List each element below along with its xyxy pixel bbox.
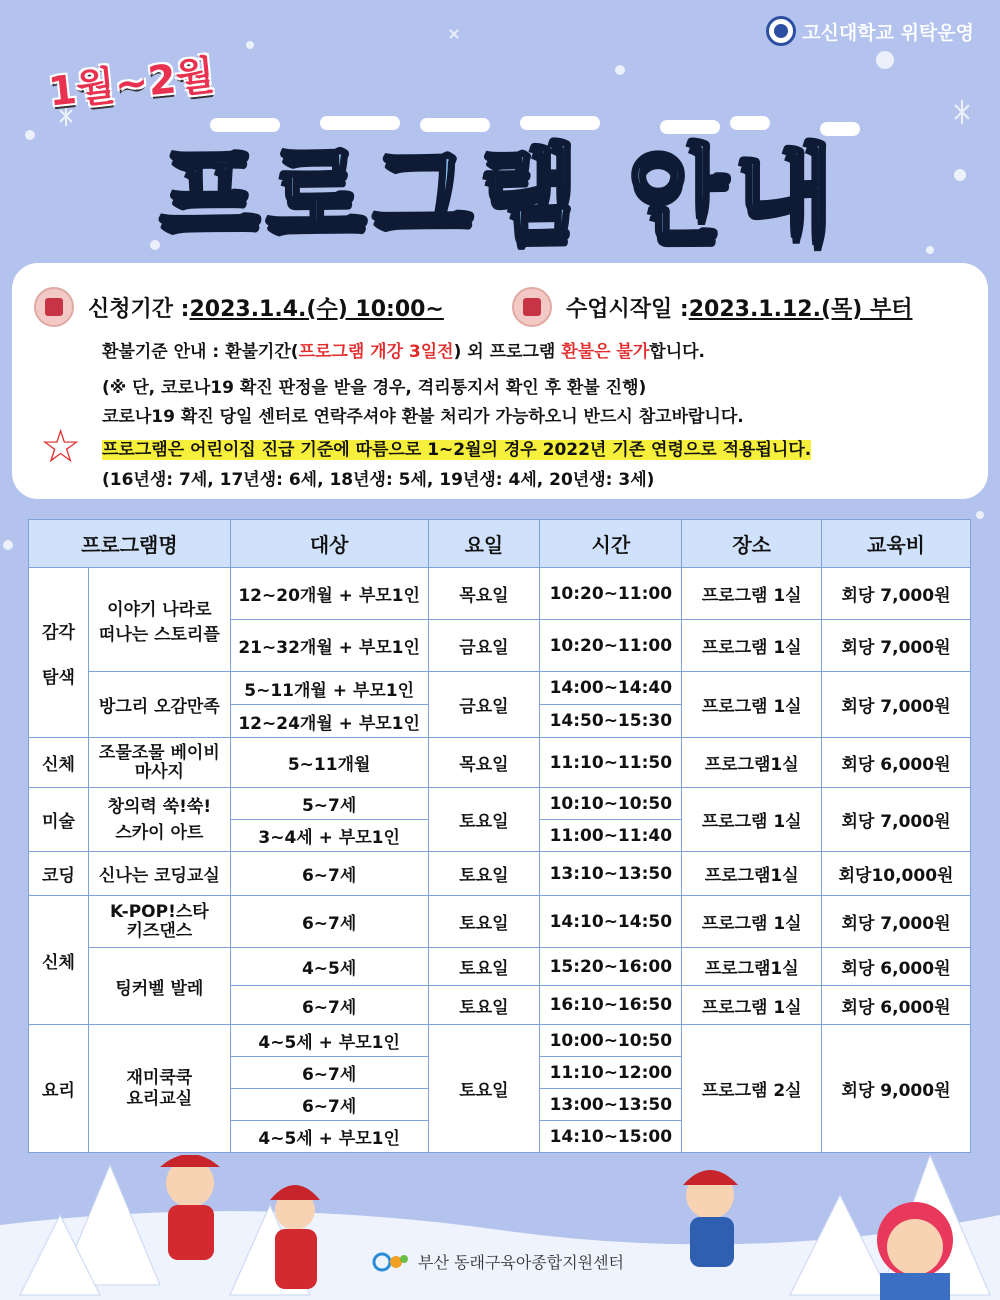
location-cell: 프로그램1실 [682,738,822,788]
location-cell: 프로그램 1실 [682,788,822,852]
time-cell: 10:20~11:00 [540,568,682,620]
target-cell: 6~7세 [230,1057,428,1089]
fee-cell: 회당 7,000원 [822,896,971,948]
day-cell: 토요일 [428,986,540,1025]
refund-period-highlight: 프로그램 개강 3일전 [298,342,454,362]
table-row [29,788,971,820]
location-cell: 프로그램 1실 [682,896,822,948]
info-panel [12,263,988,499]
day-cell: 금요일 [428,620,540,672]
time-cell: 11:10~11:50 [540,738,682,788]
target-cell: 5~11개월 [230,738,428,788]
table-row [29,568,971,620]
category-cell: 요리 [29,1025,89,1153]
organization-name: 고신대학교 위탁운영 [802,21,974,44]
target-cell: 5~11개월 + 부모1인 [230,672,428,705]
target-cell: 6~7세 [230,896,428,948]
header-location: 장소 [682,520,822,568]
header-program-name: 프로그램명 [29,520,231,568]
category-cell: 코딩 [29,852,89,896]
target-cell: 12~24개월 + 부모1인 [230,705,428,738]
fee-cell: 회당 6,000원 [822,948,971,986]
table-header-row [29,520,971,568]
day-cell: 토요일 [428,852,540,896]
time-cell: 14:50~15:30 [540,705,682,738]
university-logo-icon [766,16,796,46]
age-note-text: 프로그램은 어린이집 진급 기준에 따름으로 1~2월의 경우 2022년 기존 연령으로 적용됩니다. [102,440,812,460]
refund-policy [102,337,705,362]
location-cell: 프로그램 2실 [682,1025,822,1153]
target-cell: 6~7세 [230,986,428,1025]
page-title: 프로그램 안내 [159,133,841,255]
target-cell: 6~7세 [230,852,428,896]
star-icon: ☆ [40,419,82,473]
day-cell: 토요일 [428,948,540,986]
center-logo-icon [372,1251,410,1273]
child-figure-pink-hood [877,1202,953,1300]
header-time: 시간 [540,520,682,568]
header-target: 대상 [230,520,428,568]
refund-impossible-highlight: 환불은 불가 [561,342,650,362]
winter-scene-illustration [0,1155,1000,1300]
footer [372,1250,624,1273]
program-table [28,519,971,1153]
target-cell: 4~5세 + 부모1인 [230,1121,428,1153]
bell-icon [34,287,74,327]
fee-cell: 회당 7,000원 [822,568,971,620]
time-cell: 11:00~11:40 [540,820,682,852]
fee-cell: 회당10,000원 [822,852,971,896]
time-cell: 10:00~10:50 [540,1025,682,1057]
target-cell: 4~5세 [230,948,428,986]
refund-middle: ) 외 프로그램 [453,342,562,362]
target-cell: 6~7세 [230,1089,428,1121]
target-cell: 3~4세 + 부모1인 [230,820,428,852]
apply-value: 2023.1.4.(수) 10:00~ [189,296,444,322]
table-row [29,738,971,788]
table-row [29,672,971,705]
header-day: 요일 [428,520,540,568]
time-cell: 14:10~14:50 [540,896,682,948]
covid-note-2: 코로나19 확진 당일 센터로 연락주셔야 환불 처리가 가능하오니 반드시 참고바랍니다. [102,407,744,427]
fee-cell: 회당 9,000원 [822,1025,971,1153]
program-cell: 창의력 쑥!쑥! 스카이 아트 [88,788,230,852]
day-cell: 토요일 [428,1025,540,1153]
program-cell: 이야기 나라로 떠나는 스토리플 [88,568,230,672]
target-cell: 12~20개월 + 부모1인 [230,568,428,620]
target-cell: 5~7세 [230,788,428,820]
table-row [29,948,971,986]
day-cell: 토요일 [428,896,540,948]
program-cell: 재미쿡쿡 요리교실 [88,1025,230,1153]
child-figure-skating [683,1170,738,1267]
location-cell: 프로그램 1실 [682,568,822,620]
time-cell: 13:00~13:50 [540,1089,682,1121]
apply-label: 신청기간 : [88,296,190,322]
program-cell: 방그리 오감만족 [88,672,230,738]
table-row [29,896,971,948]
location-cell: 프로그램1실 [682,852,822,896]
day-cell: 금요일 [428,672,540,738]
category-cell: 미술 [29,788,89,852]
covid-note-1: (※ 단, 코로나19 확진 판정을 받을 경우, 격리통지서 확인 후 환불 진행) [102,378,647,398]
table-row [29,852,971,896]
apply-period [34,287,444,327]
location-cell: 프로그램1실 [682,948,822,986]
fee-cell: 회당 7,000원 [822,672,971,738]
target-cell: 21~32개월 + 부모1인 [230,620,428,672]
start-label: 수업시작일 : [566,296,689,322]
footer-center-name: 부산 동래구육아종합지원센터 [418,1253,625,1272]
age-note [102,435,811,460]
fee-cell: 회당 7,000원 [822,620,971,672]
period-subtitle: 1월~2월 [46,52,217,116]
time-cell: 16:10~16:50 [540,986,682,1025]
time-cell: 13:10~13:50 [540,852,682,896]
program-cell: 신나는 코딩교실 [88,852,230,896]
program-cell: 팅커벨 발레 [88,948,230,1025]
refund-prefix: 환불기준 안내 : 환불기간( [102,342,299,362]
category-cell: 신체 [29,738,89,788]
fee-cell: 회당 7,000원 [822,788,971,852]
child-figure-santa-hat [270,1185,320,1289]
category-cell: 감각 탐색 [29,568,89,738]
time-cell: 14:10~15:00 [540,1121,682,1153]
time-cell: 10:20~11:00 [540,620,682,672]
target-cell: 4~5세 + 부모1인 [230,1025,428,1057]
age-detail: (16년생: 7세, 17년생: 6세, 18년생: 5세, 19년생: 4세, 20년생: 3세) [102,470,655,490]
start-value: 2023.1.12.(목) 부터 [688,296,913,322]
program-cell: K-POP!스타 키즈댄스 [88,896,230,948]
time-cell: 11:10~12:00 [540,1057,682,1089]
category-cell: 신체 [29,896,89,1025]
refund-suffix: 합니다. [649,342,705,362]
day-cell: 토요일 [428,788,540,852]
fee-cell: 회당 6,000원 [822,986,971,1025]
day-cell: 목요일 [428,738,540,788]
fee-cell: 회당 6,000원 [822,738,971,788]
header-fee: 교육비 [822,520,971,568]
location-cell: 프로그램 1실 [682,986,822,1025]
bell-icon [512,287,552,327]
time-cell: 14:00~14:40 [540,672,682,705]
location-cell: 프로그램 1실 [682,620,822,672]
time-cell: 10:10~10:50 [540,788,682,820]
table-row [29,1025,971,1057]
program-cell: 조물조물 베이비 마사지 [88,738,230,788]
organization-badge [766,16,974,46]
day-cell: 목요일 [428,568,540,620]
location-cell: 프로그램 1실 [682,672,822,738]
child-figure-red-coat [160,1155,220,1260]
class-start [512,287,912,327]
time-cell: 15:20~16:00 [540,948,682,986]
